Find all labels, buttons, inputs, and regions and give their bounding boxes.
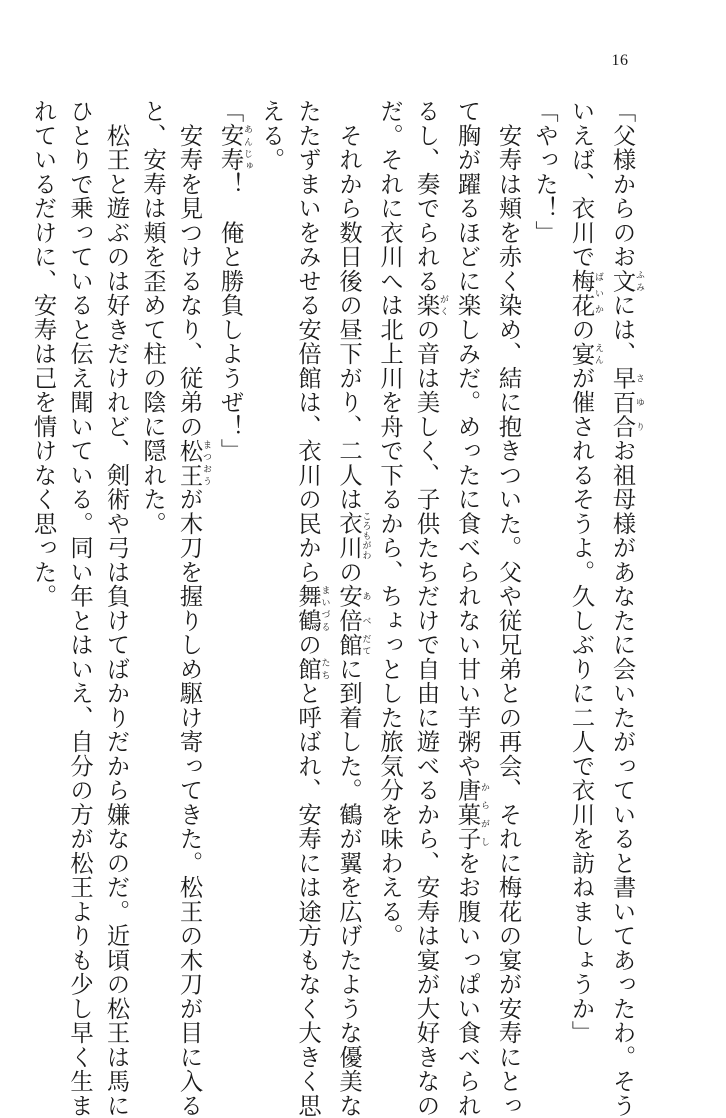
ruby-base: 安寿 xyxy=(216,123,244,172)
ruby-annotation xyxy=(412,293,448,318)
text-segment: 安寿は頬を赤く染め、結に抱きついた。父や従兄弟との再会、それに梅花の宴が安寿にとっ xyxy=(494,99,522,1118)
text-column xyxy=(407,99,448,1118)
ruby-annotation xyxy=(294,584,330,633)
ruby-base: 衣川 xyxy=(335,511,362,560)
ruby-base: 唐菓子 xyxy=(453,778,481,851)
ruby-reading: だて xyxy=(360,632,371,657)
text-segment: と呼ばれ、安寿には途方もなく大きく思 xyxy=(294,681,321,1118)
text-segment: だ。それに衣川へは北上川を舟で下るから、ちょっとした旅気分を味わえる。 xyxy=(376,99,403,948)
ruby-annotation xyxy=(335,511,371,560)
text-segment: の xyxy=(294,632,321,657)
ruby-reading: からがし xyxy=(479,778,489,851)
page-number: 16 xyxy=(611,52,629,69)
text-segment: るし、奏でられる xyxy=(412,99,440,293)
ruby-reading: ふみ xyxy=(634,268,644,293)
text-column xyxy=(448,99,489,1118)
ruby-base: 梅花 xyxy=(567,268,595,318)
text-segment: たたずまいをみせる安倍館は、衣川の民から xyxy=(294,99,321,584)
text-segment: て胸が躍るほどに楽しみだ。めったに食べられない甘い芋粥や xyxy=(453,99,481,778)
ruby-annotation xyxy=(175,438,211,488)
text-segment: が木刀を握りしめ駆け寄ってきた。松王の木刀が目に入る xyxy=(175,487,203,1118)
ruby-base: 早百合 xyxy=(608,365,636,439)
ruby-annotation xyxy=(608,268,644,293)
text-column xyxy=(61,99,98,1118)
ruby-annotation xyxy=(335,584,371,633)
text-segment: をお腹いっぱい食べられ xyxy=(453,850,481,1118)
ruby-annotation xyxy=(608,365,644,439)
ruby-base: 舞鶴 xyxy=(294,584,321,633)
ruby-base: 文 xyxy=(608,268,636,293)
ruby-reading: たち xyxy=(319,656,330,681)
ruby-annotation xyxy=(216,123,252,172)
ruby-annotation xyxy=(567,268,603,318)
ruby-base: 松王 xyxy=(175,438,203,487)
text-segment: が催されるそうよ。久しぶりに二人で衣川を訪ねましょうか」 xyxy=(567,365,595,1045)
ruby-annotation xyxy=(453,778,489,851)
text-column xyxy=(252,99,289,999)
text-segment: には、 xyxy=(608,293,636,366)
text-segment: いえば、衣川で xyxy=(567,99,595,269)
text-segment: れているだけに、安寿は己を情けなく思った。 xyxy=(29,99,57,609)
text-segment: お祖母様があなたに会いたがっていると書いてあったわ。そう xyxy=(608,438,636,1118)
ruby-reading: ころもがわ xyxy=(360,511,371,560)
ruby-reading: まつおう xyxy=(201,438,211,487)
text-segment: の xyxy=(335,559,362,584)
text-segment: ひとりで乗っていると伝え聞いている。同い年とはいえ、自分の方が松王よりも少し早く生ま xyxy=(66,99,93,1118)
ruby-reading: まいづる xyxy=(319,584,330,633)
vertical-text-body xyxy=(24,99,644,1118)
ruby-base: 館 xyxy=(335,632,362,657)
text-column xyxy=(24,99,61,999)
ruby-base: 安倍 xyxy=(335,584,362,633)
ruby-reading: さゆり xyxy=(634,365,644,439)
ruby-base: 館 xyxy=(294,656,321,681)
ruby-annotation xyxy=(335,632,371,657)
text-segment: 「父様からのお xyxy=(608,99,636,269)
ruby-annotation xyxy=(567,341,603,366)
text-segment: 松王と遊ぶのは好きだけれど、剣術や弓は負けてばかりだから嫌なのだ。近頃の松王は馬に xyxy=(102,99,130,1118)
text-column xyxy=(97,99,134,1118)
text-column xyxy=(526,99,563,999)
text-segment: ！ 俺と勝負しようぜ！」 xyxy=(216,171,244,463)
ruby-annotation xyxy=(294,656,330,681)
ruby-reading: ばいか xyxy=(593,268,603,318)
ruby-reading: がく xyxy=(438,293,448,318)
text-column xyxy=(170,99,211,1118)
text-segment: の xyxy=(567,317,595,342)
ruby-reading: えん xyxy=(593,341,603,366)
text-column xyxy=(134,99,171,999)
text-segment: 安寿を見つけるなり、従弟の xyxy=(175,99,203,439)
text-column xyxy=(289,99,330,1118)
text-segment: と、安寿は頬を歪めて柱の陰に隠れた。 xyxy=(139,99,166,536)
ruby-base: 楽 xyxy=(412,293,440,318)
text-segment: 「 xyxy=(216,99,244,124)
text-column xyxy=(371,99,408,999)
text-segment: の音は美しく、子供たちだけで自由に遊べるから、安寿は宴が大好きなの xyxy=(412,317,440,1118)
text-segment: それから数日後の昼下がり、二人は xyxy=(335,99,362,512)
ruby-reading: あべ xyxy=(360,584,371,633)
text-segment: に到着した。鶴が翼を広げたような優美な xyxy=(335,656,362,1118)
ruby-base: 宴 xyxy=(567,341,595,366)
text-column xyxy=(489,99,526,1118)
ruby-reading: あんじゅ xyxy=(242,123,252,172)
text-segment: える。 xyxy=(257,99,285,172)
text-column xyxy=(211,99,252,999)
text-column xyxy=(562,99,603,1045)
text-column xyxy=(330,99,371,1118)
text-column xyxy=(603,99,644,1118)
text-segment: 「やった！」 xyxy=(531,99,558,245)
